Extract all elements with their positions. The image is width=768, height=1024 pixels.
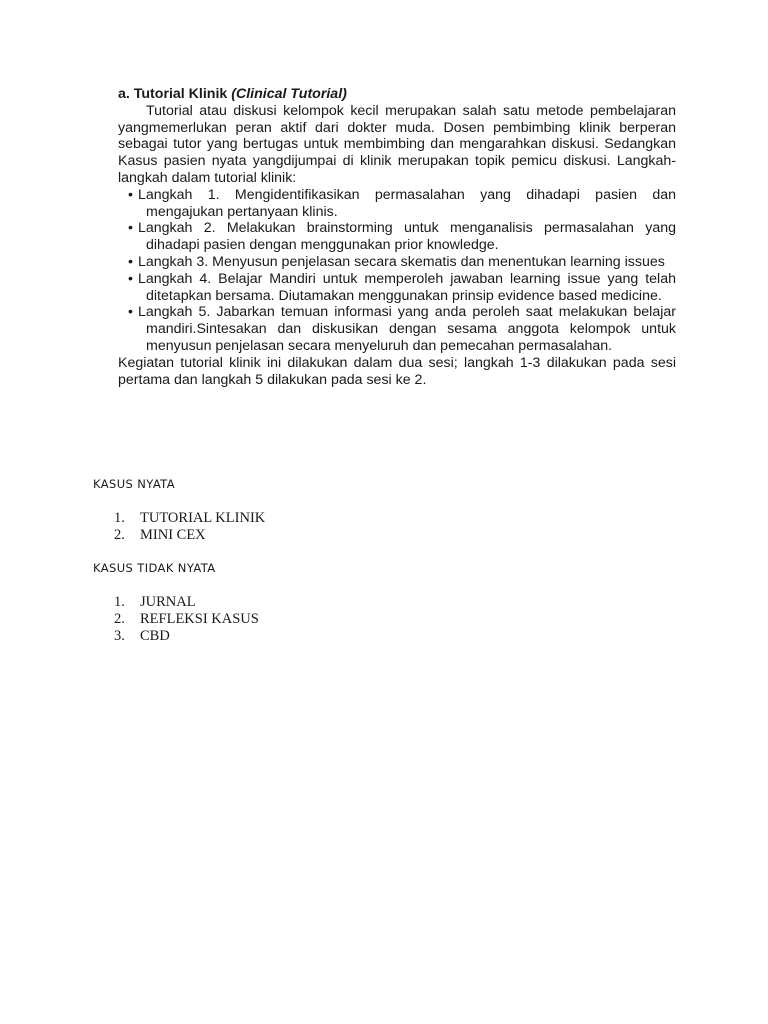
heading-italic: (Clinical Tutorial) [231, 86, 347, 102]
steps-list [118, 187, 676, 355]
list-text: TUTORIAL KLINIK [140, 510, 266, 526]
step-item [118, 254, 676, 271]
list-number: 2. [114, 527, 125, 543]
list-text: JURNAL [140, 594, 196, 610]
list-number: 2. [114, 611, 125, 627]
step-text: Langkah 5. Jabarkan temuan informasi yang anda peroleh saat melakukan belajar mandiri.Sintesakan dan diskusikan dengan sesama anggota kelompok untuk menyusun penjelasan secara menyeluruh dan pemecahan permasalahan. [138, 304, 676, 354]
list-item [114, 527, 265, 544]
closing-paragraph: Kegiatan tutorial klinik ini dilakukan dalam dua sesi; langkah 1-3 dilakukan pada sesi pertama dan langkah 5 dilakukan pada sesi ke 2. [118, 354, 676, 388]
list-text: CBD [140, 628, 170, 644]
list-item [114, 510, 265, 527]
list-text: REFLEKSI KASUS [140, 611, 259, 627]
kasus-nyata-list [114, 510, 265, 544]
intro-paragraph: Tutorial atau diskusi kelompok kecil merupakan salah satu metode pembelajaran yangmemerlukan peran aktif dari dokter muda. Dosen pembimbing klinik berperan sebagai tutor yang bertugas untuk membimbing dan mengarahkan diskusi. Sedangkan Kasus pasien nyata yangdijumpai di klinik merupakan topik pemicu diskusi. Langkah-langkah dalam tutorial klinik: [118, 102, 676, 186]
kasus-tidak-nyata-list [114, 594, 259, 645]
kasus-tidak-nyata-label: KASUS TIDAK NYATA [93, 561, 216, 575]
list-number: 3. [114, 628, 125, 644]
bullet-icon: • [128, 253, 133, 270]
heading-lead: a. Tutorial Klinik [118, 86, 232, 102]
step-item [118, 271, 676, 305]
step-text: Langkah 3. Menyusun penjelasan secara skematis dan menentukan learning issues [138, 253, 665, 270]
kasus-nyata-label: KASUS NYATA [93, 477, 175, 491]
list-text: MINI CEX [140, 527, 206, 543]
bullet-icon: • [128, 186, 133, 203]
list-number: 1. [114, 594, 125, 610]
bullet-icon: • [128, 220, 133, 237]
step-item [118, 187, 676, 221]
section-heading [118, 86, 676, 103]
step-text: Langkah 1. Mengidentifikasikan permasalahan yang dihadapi pasien dan mengajukan pertanyaan klinis. [138, 186, 676, 220]
bullet-icon: • [128, 270, 133, 287]
tutorial-klinik-section [118, 86, 676, 388]
step-item [118, 220, 676, 254]
bullet-icon: • [128, 304, 133, 321]
step-text: Langkah 4. Belajar Mandiri untuk memperoleh jawaban learning issue yang telah ditetapkan bersama. Diutamakan menggunakan prinsip evidence based medicine. [138, 270, 676, 304]
list-item [114, 628, 259, 645]
step-text: Langkah 2. Melakukan brainstorming untuk menganalisis permasalahan yang dihadapi pasien dengan menggunakan prior knowledge. [138, 220, 676, 254]
step-item [118, 304, 676, 354]
list-number: 1. [114, 510, 125, 526]
list-item [114, 594, 259, 611]
list-item [114, 611, 259, 628]
